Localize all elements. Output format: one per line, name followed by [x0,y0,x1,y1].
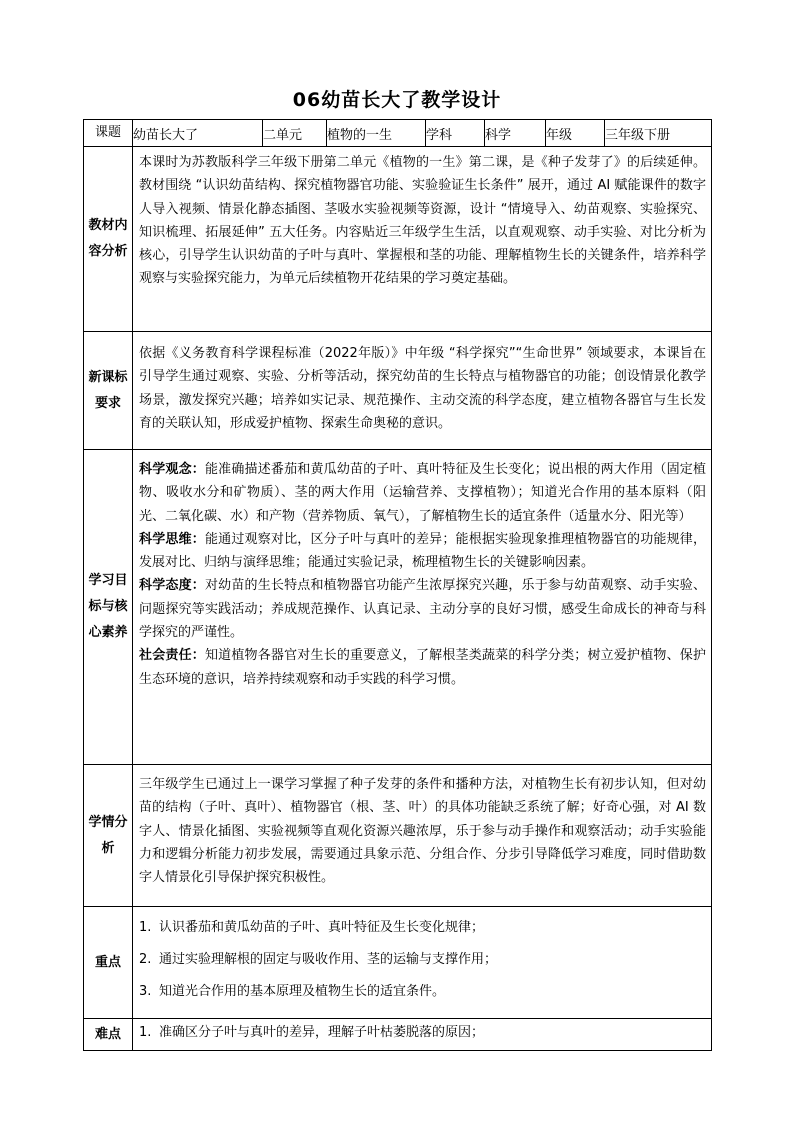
header-cell-topic-label: 课题 [84,120,133,147]
students-row [84,765,712,907]
goal-attitude: 科学态度：对幼苗的生长特点和植物器官功能产生浓厚探究兴趣，乐于参与幼苗观察、动手实验、问题探究等实践活动；养成规范操作、认真记录、主动分享的良好习惯，感受生命成长的神奇与科学探究的严谨性。 [139,578,706,641]
page-title: 06幼苗长大了教学设计 [292,89,502,111]
standard-text: 依据《义务教育科学课程标准（2022年版）》中年级 “科学探究”“生命世界” 领域要求，本课旨在引导学生通过观察、实验、分析等活动，探究幼苗的生长特点与植物器官的功能；创设情景化教学场景，激发探究兴趣；培养如实记录、规范操作、主动交流的科学态度，建立植物各器官与生长发育的关联认知，形成爱护植物、探索生命奥秘的意识。 [139,346,706,431]
standard-row [84,332,712,450]
students-text: 三年级学生已通过上一课学习掌握了种子发芽的条件和播种方法，对植物生长有初步认知，但对幼苗的结构（子叶、真叶）、植物器官（根、茎、叶）的具体功能缺乏系统了解；好奇心强，对 AI 数字人、情景化插图、实验视频等直观化资源兴趣浓厚，乐于参与动手操作和观察活动；动手实验能力和逻辑分析能力初步发展，需要通过具象示范、分组合作、分步引导降低学习难度，同时借助数字人情景化引导保护探究积极性。 [139,777,706,886]
header-cell-subject-label: 学科 [426,120,485,147]
textbook-content [133,147,712,332]
textbook-row [84,147,712,332]
header-cell-grade-label: 年级 [546,120,605,147]
key-points-label: 重点 [84,907,133,1019]
goal-thinking: 科学思维：能通过观察对比，区分子叶与真叶的差异；能根据实验现象推理植物器官的功能规律，发展对比、归纳与演绎思维；能通过实验记录，梳理植物生长的关键影响因素。 [139,531,706,571]
header-cell-subject: 科学 [485,120,546,147]
difficult-points-row [84,1019,712,1051]
students-label: 学情分析 [84,765,133,907]
textbook-label: 教材内容分析 [84,147,133,332]
key-point-item: 3. 知道光合作用的基本原理及植物生长的适宜条件。 [139,984,446,999]
goal-responsibility: 社会责任：知道植物各器官对生长的重要意义，了解根茎类蔬菜的科学分类；树立爱护植物、保护生态环境的意识，培养持续观察和动手实践的科学习惯。 [139,648,706,687]
difficult-points-content [133,1019,712,1051]
textbook-text: 本课时为苏教版科学三年级下册第二单元《植物的一生》第二课，是《种子发芽了》的后续延伸。教材围绕 “认识幼苗结构、探究植物器官功能、实验验证生长条件” 展开，通过 AI 赋能课件的数字人导入视频、情景化静态插图、茎吸水实验视频等资源，设计 “情境导入、幼苗观察、实验探究、知识梳理、拓展延伸” 五大任务。内容贴近三年级学生生活，以直观观察、动手实验、对比分析为核心，引导学生认识幼苗的子叶与真叶、掌握根和茎的功能、理解植物生长的关键条件，培养科学观察与实验探究能力，为单元后续植物开花结果的学习奠定基础。 [139,155,706,287]
difficult-points-label: 难点 [84,1019,133,1051]
difficult-point-item: 1. 准确区分子叶与真叶的差异，理解子叶枯萎脱落的原因； [139,1025,485,1040]
students-content [133,765,712,907]
header-cell-unit: 二单元 [263,120,327,147]
goals-row [84,450,712,765]
header-cell-topic: 幼苗长大了 [133,120,263,147]
key-points-row [84,907,712,1019]
goals-content [133,450,712,765]
header-cell-grade: 三年级下册 [605,120,712,147]
standard-label: 新课标要求 [84,332,133,450]
goals-label: 学习目标与核心素养 [84,450,133,765]
lesson-plan-table [83,119,712,1051]
goal-concept: 科学观念：能准确描述番茄和黄瓜幼苗的子叶、真叶特征及生长变化；说出根的两大作用（固定植物、吸收水分和矿物质）、茎的两大作用（运输营养、支撑植物）；知道光合作用的基本原料（阳光、二氧化碳、水）和产物（营养物质、氧气），了解植物生长的适宜条件（适量水分、阳光等） [139,462,706,524]
header-cell-unit-name: 植物的一生 [327,120,426,147]
key-points-content [133,907,712,1019]
standard-content [133,332,712,450]
key-point-item: 2. 通过实验理解根的固定与吸收作用、茎的运输与支撑作用； [139,952,498,967]
header-row [84,120,712,147]
key-point-item: 1. 认识番茄和黄瓜幼苗的子叶、真叶特征及生长变化规律； [139,920,485,935]
